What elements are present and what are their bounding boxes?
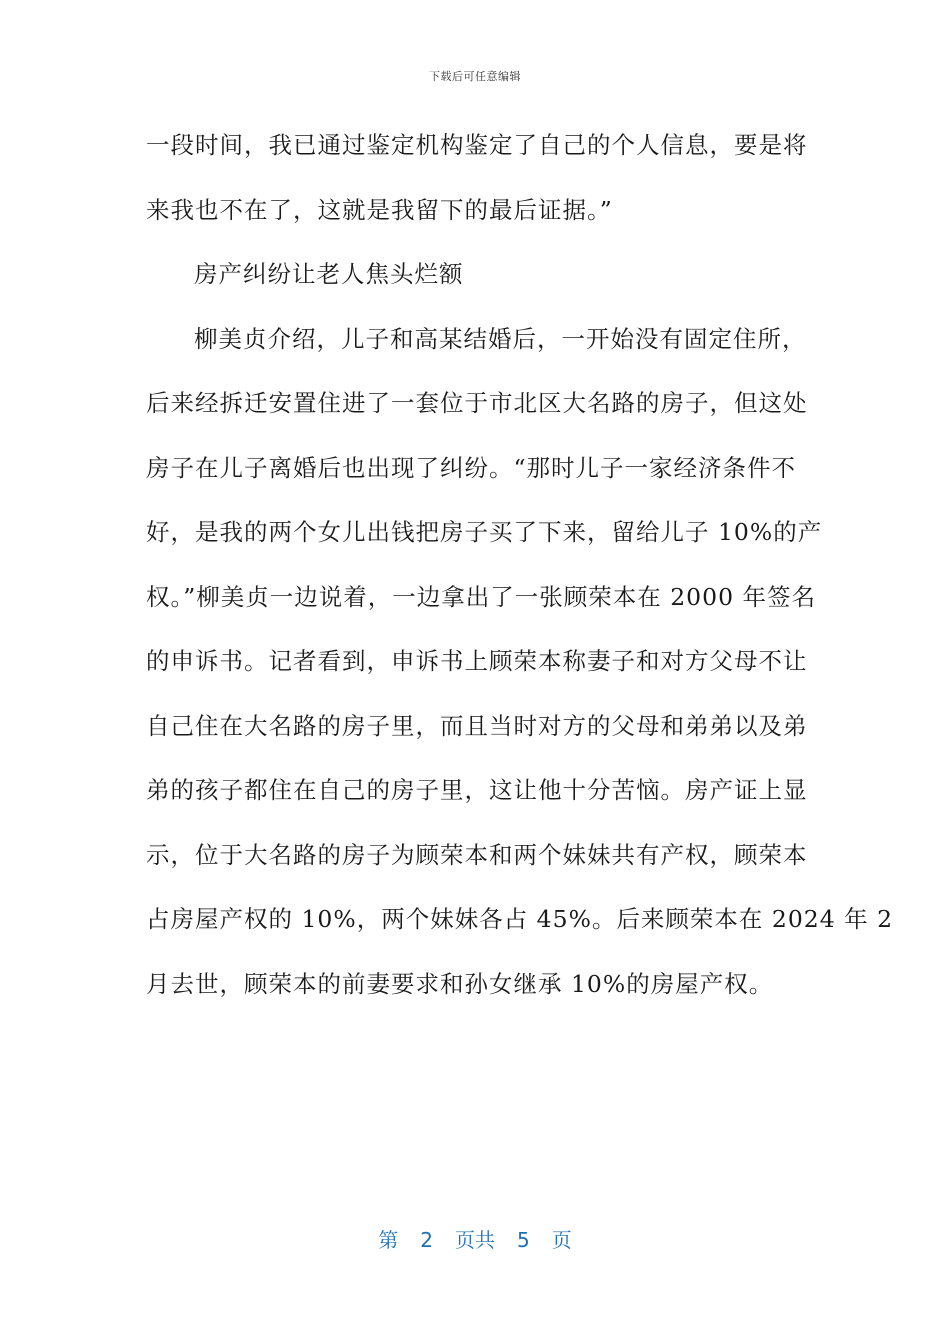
page-footer	[0, 1224, 950, 1253]
text-line: 月去世，顾荣本的前妻要求和孙女继承 10%的房屋产权。	[146, 969, 774, 998]
text-line: 弟的孩子都住在自己的房子里，这让他十分苦恼。房产证上显	[146, 776, 808, 804]
text-line: 示，位于大名路的房子为顾荣本和两个妹妹共有产权，顾荣本	[146, 840, 808, 869]
text-line: 后来经拆迁安置住进了一套位于市北区大名路的房子，但这处	[146, 389, 808, 417]
footer-prefix: 第	[378, 1228, 399, 1252]
page-header: 下载后可任意编辑	[429, 70, 521, 83]
text-line: 占房屋产权的 10%，两个妹妹各占 45%。后来顾荣本在 2024 年 2	[146, 905, 894, 933]
text-line: 的申诉书。记者看到，申诉书上顾荣本称妻子和对方父母不让	[146, 647, 808, 675]
footer-total-pages: 5	[517, 1228, 530, 1252]
footer-middle: 页共	[455, 1228, 495, 1252]
text-line: 权。”柳美贞一边说着，一边拿出了一张顾荣本在 2000 年签名	[146, 582, 817, 611]
footer-suffix: 页	[551, 1228, 572, 1252]
document-body	[146, 118, 894, 1021]
text-line: 柳美贞介绍，儿子和高某结婚后，一开始没有固定住所，	[194, 324, 807, 353]
text-line: 一段时间，我已通过鉴定机构鉴定了自己的个人信息，要是将	[146, 131, 808, 159]
section-heading: 房产纠纷让老人焦头烂额	[194, 260, 464, 288]
text-line: 房子在儿子离婚后也出现了纠纷。“那时儿子一家经济条件不	[146, 453, 797, 482]
text-line: 好，是我的两个女儿出钱把房子买了下来，留给儿子 10%的产	[146, 518, 823, 546]
text-line: 来我也不在了，这就是我留下的最后证据。”	[146, 195, 613, 224]
text-line: 自己住在大名路的房子里，而且当时对方的父母和弟弟以及弟	[146, 711, 808, 740]
footer-page-number: 2	[420, 1228, 433, 1252]
